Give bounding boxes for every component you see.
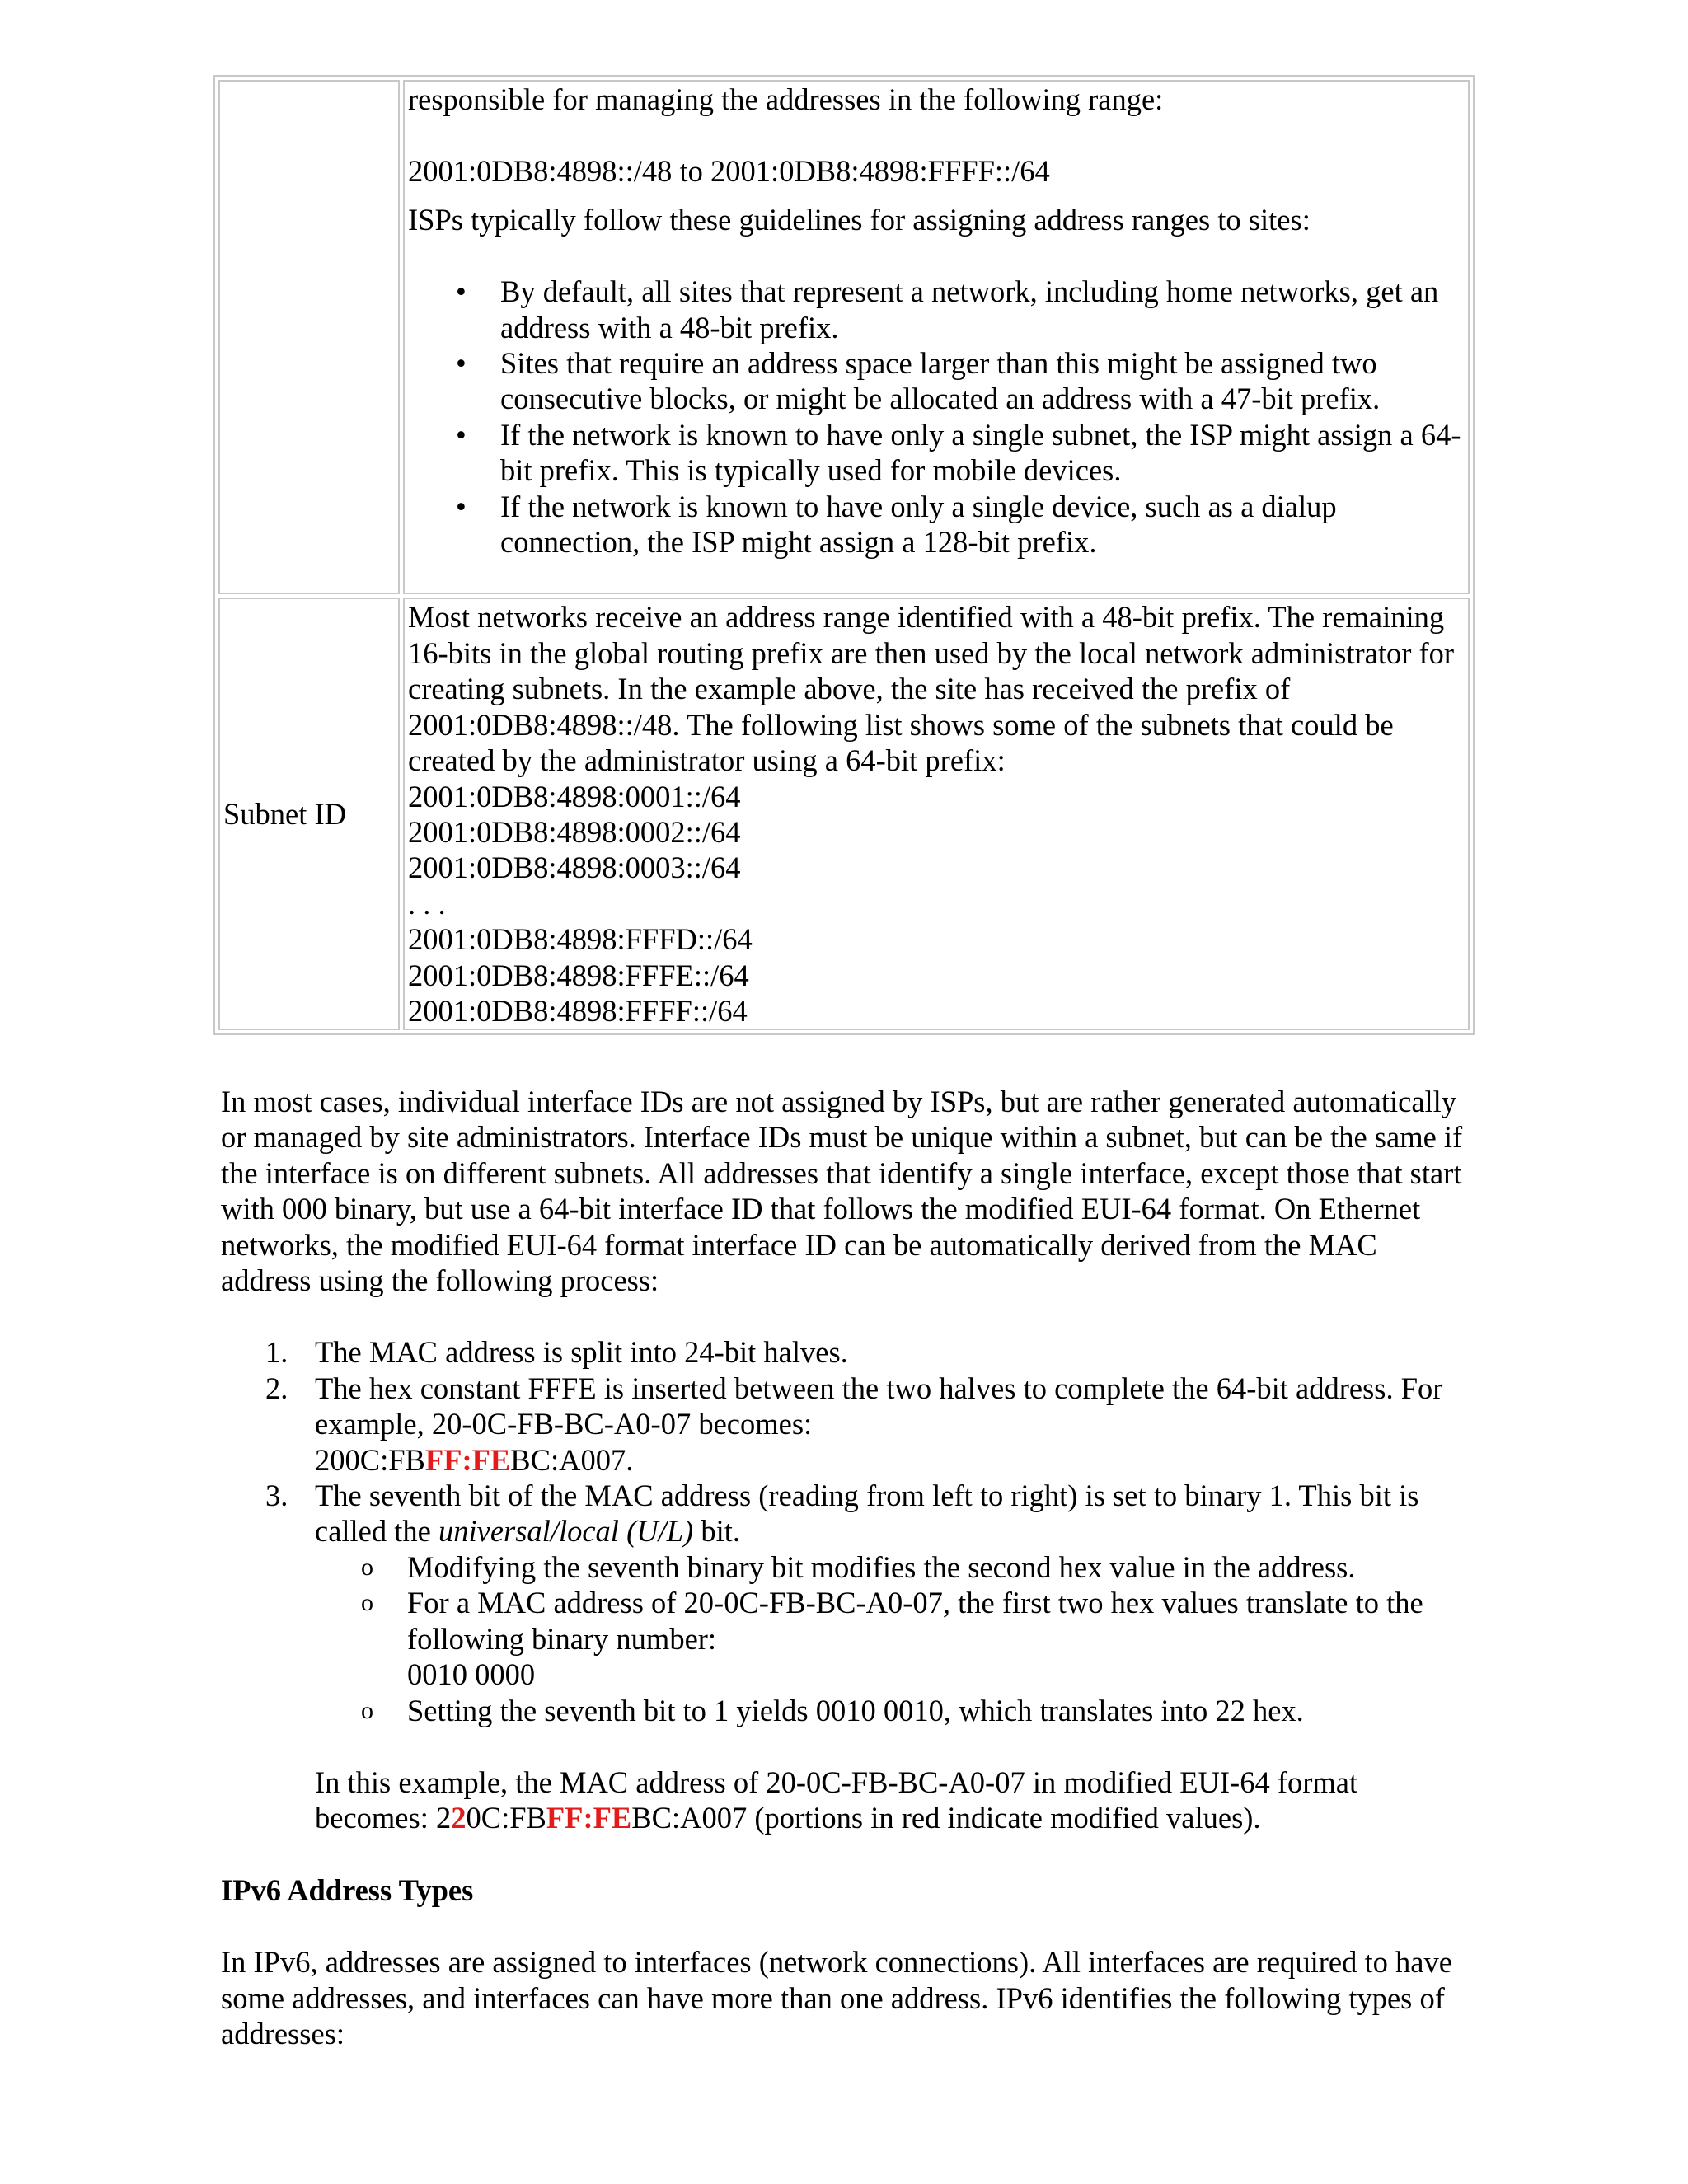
step-text: The MAC address is split into 24-bit halves. bbox=[315, 1335, 848, 1370]
subnet-line: 2001:0DB8:4898:FFFD::/64 bbox=[408, 922, 753, 957]
inserted-hex: FF:FE bbox=[546, 1801, 632, 1835]
ellipsis: . . . bbox=[408, 886, 446, 921]
list-item: • If the network is known to have only a single device, such as a dialup connection, the ISP might assign a 128-bit prefix. bbox=[456, 489, 1337, 560]
subnet-line: 2001:0DB8:4898:0001::/64 bbox=[408, 779, 741, 813]
bullet-icon: • bbox=[456, 489, 467, 523]
subnet-line: 2001:0DB8:4898:FFFF::/64 bbox=[408, 993, 748, 1028]
table-label-cell-empty bbox=[218, 80, 400, 594]
step-number: 3. bbox=[265, 1479, 288, 1513]
subnet-id-label: Subnet ID bbox=[218, 598, 400, 1030]
body-text bbox=[221, 1084, 1474, 2051]
table-content-cell bbox=[403, 80, 1470, 594]
ul-term: universal/local (U/L) bbox=[438, 1514, 694, 1549]
sub-item: o Setting the seventh bit to 1 yields 0010 0010, which translates into 22 hex. bbox=[361, 1693, 1304, 1727]
circle-bullet-icon: o bbox=[361, 1696, 373, 1724]
sub-item: o For a MAC address of 20-0C-FB-BC-A0-07, the first two hex values translate to the following binary number: 0010 0000 bbox=[361, 1586, 1423, 1692]
address-range: 2001:0DB8:4898::/48 to 2001:0DB8:4898:FFFF::/64 bbox=[408, 154, 1050, 189]
paragraph: In IPv6, addresses are assigned to interfaces (network connections). All interfaces are required to have some addresses, and interfaces can have more than one address. IPv6 identifies the following types of addresses: bbox=[221, 1945, 1452, 2050]
step-item bbox=[221, 1334, 1474, 1370]
list-item: • By default, all sites that represent a network, including home networks, get an address with a 48-bit prefix. bbox=[456, 274, 1439, 344]
step-text: The hex constant FFFE is inserted between the two halves to complete the 64-bit address. For example, 20-0C-FB-BC-A0-07 becomes: bbox=[315, 1371, 1443, 1441]
process-steps bbox=[221, 1334, 1474, 1835]
step-text: The seventh bit of the MAC address (reading from left to right) is set to binary 1. This bit is called the bbox=[315, 1479, 1419, 1549]
list-item: • Sites that require an address space larger than this might be assigned two consecutive blocks, or might be allocated an address with a 47-bit prefix. bbox=[456, 346, 1381, 416]
text-line: responsible for managing the addresses in the following range: bbox=[408, 82, 1164, 116]
step-item bbox=[221, 1371, 1474, 1478]
table-row bbox=[218, 80, 1470, 594]
subnet-line: 2001:0DB8:4898:0003::/64 bbox=[408, 851, 741, 885]
paragraph: In most cases, individual interface IDs are not assigned by ISPs, but are rather generated automatically or managed by site administrators. Interface IDs must be unique within a subnet, but can be the same if the interface is on different subnets. All addresses that identify a single interface, except those that start with 000 binary, but use a 64-bit interface ID that follows the modified EUI-64 format. On Ethernet networks, the modified EUI-64 format interface ID can be automatically derived from the MAC address using the following process: bbox=[221, 1085, 1463, 1298]
mac-segment: 200C:FB bbox=[315, 1442, 425, 1477]
bullet-icon: • bbox=[456, 417, 467, 452]
address-table bbox=[213, 75, 1475, 1035]
subnet-line: 2001:0DB8:4898:0002::/64 bbox=[408, 814, 741, 849]
subnet-line: 2001:0DB8:4898:FFFE::/64 bbox=[408, 958, 749, 992]
sub-item: o Modifying the seventh binary bit modifies the second hex value in the address. bbox=[361, 1549, 1356, 1584]
step-number: 2. bbox=[265, 1371, 288, 1405]
mac-segment: BC:A007. bbox=[510, 1442, 634, 1477]
mac-inserted-segment: FF:FE bbox=[424, 1442, 511, 1477]
bullet-icon: • bbox=[456, 274, 467, 309]
step-number: 1. bbox=[265, 1335, 288, 1370]
modified-hex: 2 bbox=[451, 1801, 467, 1835]
table-row bbox=[218, 598, 1470, 1030]
list-item: • If the network is known to have only a single subnet, the ISP might assign a 64-bit prefix. This is typically used for mobile devices. bbox=[456, 417, 1461, 488]
text-line: ISPs typically follow these guidelines for assigning address ranges to sites: bbox=[408, 202, 1311, 237]
example-paragraph: In this example, the MAC address of 20-0C-FB-BC-A0-07 in modified EUI-64 format becomes: 220C:FBFF:FEBC:A007 (portions in red indicate modified values). bbox=[315, 1765, 1358, 1835]
circle-bullet-icon: o bbox=[361, 1589, 373, 1617]
bullet-icon: • bbox=[456, 346, 467, 381]
step-item bbox=[221, 1478, 1474, 1836]
step-text: bit. bbox=[693, 1514, 740, 1549]
section-heading: IPv6 Address Types bbox=[221, 1872, 474, 1907]
subnet-description: Most networks receive an address range identified with a 48-bit prefix. The remaining 16-bits in the global routing prefix are then used by the local network administrator for creating subnets. In the example above, the site has received the prefix of 2001:0DB8:4898::/48. The following list shows some of the subnets that could be created by the administrator using a 64-bit prefix: bbox=[408, 600, 1455, 778]
table-content-cell bbox=[403, 598, 1470, 1030]
circle-bullet-icon: o bbox=[361, 1553, 373, 1581]
guideline-list bbox=[408, 274, 1466, 560]
sub-list bbox=[221, 1549, 1474, 1728]
